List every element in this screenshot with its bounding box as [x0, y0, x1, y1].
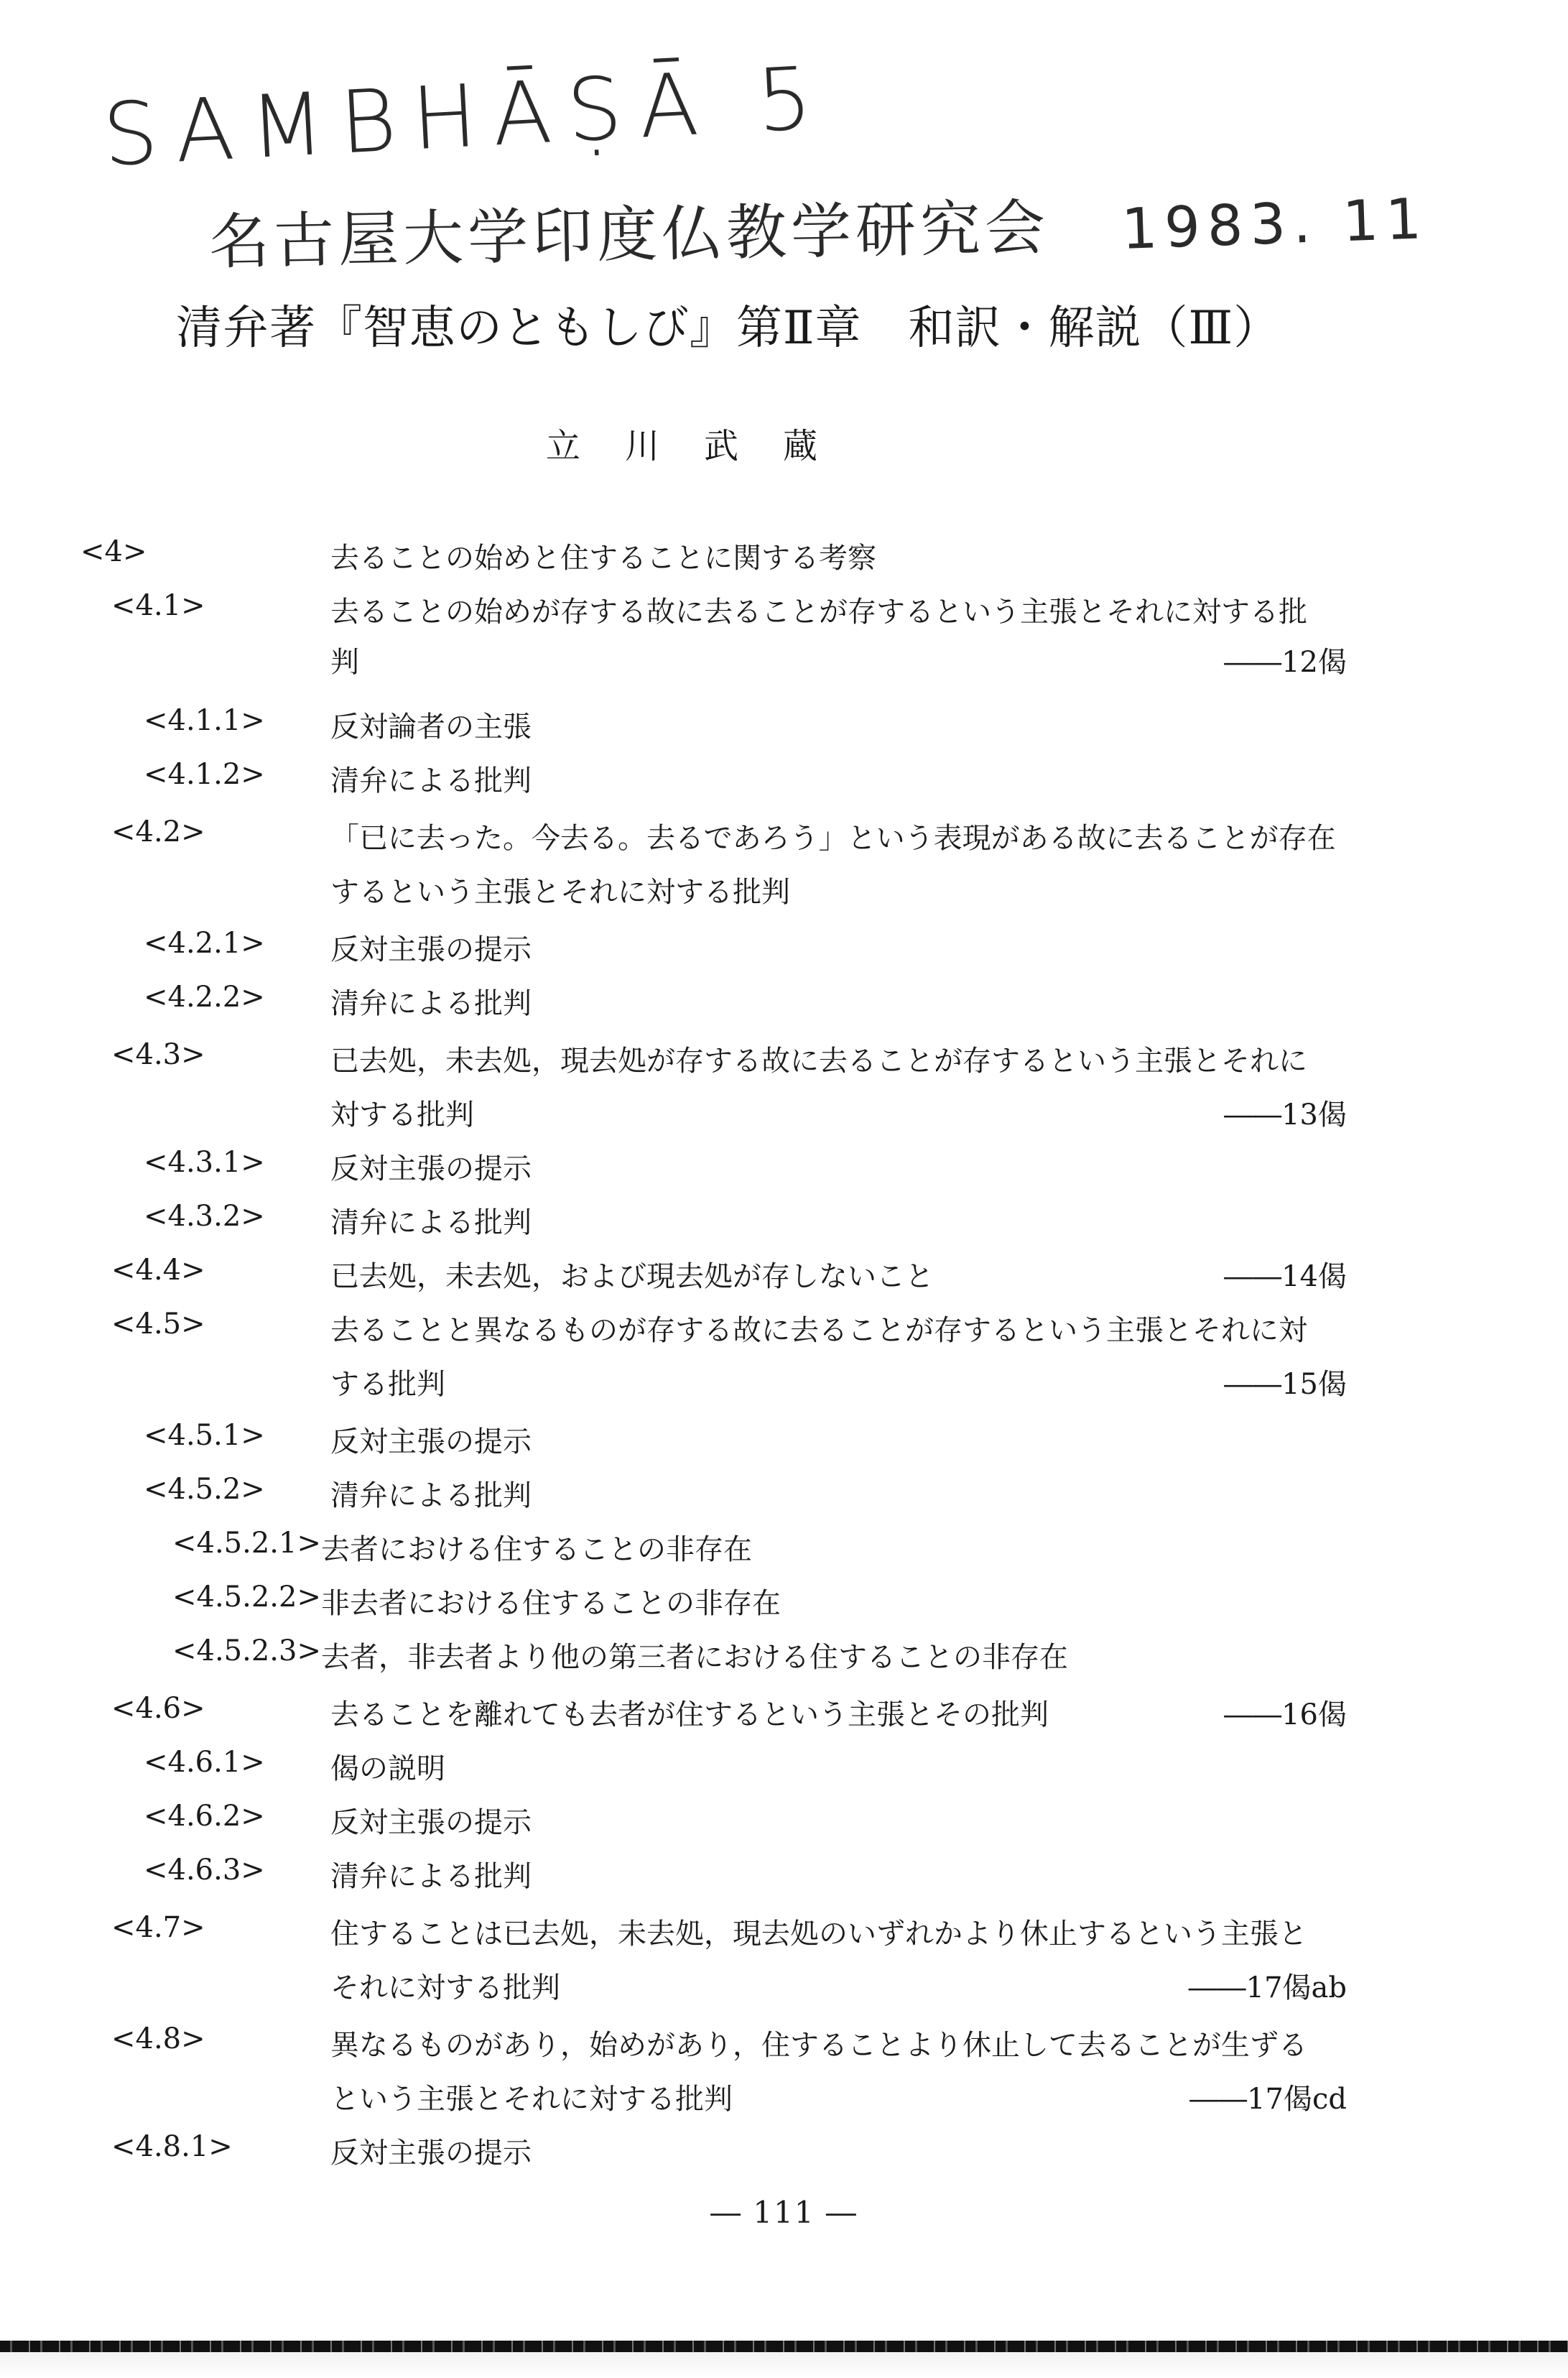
toc-section-title: 住することは已去処，未去処，現去処のいずれかより休止するという主張と [330, 1917, 1307, 1951]
toc-section-number: <4.5.2.3> [172, 1634, 321, 1667]
toc-section-title: 反対主張の提示 [330, 1425, 532, 1458]
toc-section-number: <4.1.2> [144, 758, 265, 791]
toc-section-title: 清弁による批判 [330, 987, 532, 1020]
handwritten-date: 1983. 11 [1121, 187, 1430, 262]
toc-section-title: 去者，非去者より他の第三者における住することの非存在 [321, 1641, 1068, 1674]
toc-section-number: <4.6.1> [144, 1746, 265, 1779]
toc-entry [0, 1692, 1568, 1735]
toc-section-title: 清弁による批判 [330, 1479, 532, 1512]
toc-entry [0, 758, 1568, 801]
toc-entry [0, 1581, 1568, 1624]
handwritten-society-name: 名古屋大学印度仏教学研究会 [208, 192, 1050, 277]
toc-entry [0, 1200, 1568, 1243]
toc-entry [0, 1527, 1568, 1570]
toc-entry [0, 981, 1568, 1024]
toc-section-number: <4.5.1> [144, 1419, 265, 1452]
toc-section-title: 去者における住することの非存在 [321, 1533, 752, 1566]
toc-entry [0, 1854, 1568, 1897]
toc-section-title: 反対主張の提示 [330, 933, 532, 966]
toc-section-number: <4.8> [111, 2022, 205, 2055]
toc-entry [0, 2130, 1568, 2173]
toc-entry [0, 815, 1568, 912]
toc-section-title: 反対論者の主張 [330, 711, 532, 744]
toc-section-title: 偈の説明 [330, 1752, 445, 1785]
toc-section-title-continued: するという主張とそれに対する批判 [330, 876, 790, 909]
toc-section-title: 清弁による批判 [330, 1206, 532, 1239]
toc-entry [0, 535, 1568, 578]
toc-section-number: <4.1.1> [144, 704, 265, 737]
toc-entry [0, 704, 1568, 747]
toc-section-title: 已去処，未去処，および現去処が存しないこと [330, 1260, 934, 1293]
toc-section-number: <4.3> [111, 1038, 205, 1071]
toc-section-number: <4.6> [111, 1692, 205, 1725]
toc-section-number: <4.2.1> [144, 927, 265, 960]
toc-entry [0, 589, 1568, 683]
toc-section-number: <4> [80, 535, 147, 568]
toc-section-number: <4.5> [111, 1308, 205, 1341]
article-title: 清弁著『智恵のともしび』第Ⅱ章 和訳・解説（Ⅲ） [176, 302, 1281, 355]
toc-section-title: 去ることと異なるものが存する故に去ることが存するという主張とそれに対 [330, 1314, 1307, 1347]
toc-section-title: 反対主張の提示 [330, 1152, 532, 1185]
toc-section-number: <4.5.2.1> [172, 1527, 321, 1560]
toc-section-number: <4.2.2> [144, 981, 265, 1014]
toc-verse-reference: ――13偈 [1224, 1098, 1347, 1132]
toc-section-number: <4.5.2.2> [172, 1581, 321, 1614]
toc-entry [0, 2022, 1568, 2119]
toc-section-title: 反対主張の提示 [330, 2137, 532, 2170]
toc-section-number: <4.8.1> [111, 2130, 233, 2163]
toc-section-title: 非去者における住することの非存在 [321, 1587, 781, 1620]
toc-section-title: 清弁による批判 [330, 1860, 532, 1893]
toc-verse-reference: ――15偈 [1224, 1368, 1347, 1401]
toc-section-number: <4.3.1> [144, 1146, 265, 1179]
toc-section-title: 清弁による批判 [330, 764, 532, 797]
toc-entry [0, 1473, 1568, 1516]
scan-edge-band [0, 2341, 1568, 2352]
toc-section-title-continued: 対する批判 [330, 1098, 474, 1132]
toc-section-title: 「已に去った。今去る。去るであろう」という表現がある故に去ることが存在 [330, 822, 1336, 855]
toc-entry [0, 1254, 1568, 1297]
toc-entry [0, 927, 1568, 970]
toc-section-title-continued: という主張とそれに対する批判 [330, 2083, 733, 2116]
toc-section-title-continued: 判 [330, 646, 359, 679]
toc-verse-reference: ――17偈cd [1189, 2083, 1347, 2116]
toc-section-title-continued: それに対する批判 [330, 1971, 560, 2004]
toc-entry [0, 1146, 1568, 1189]
toc-section-number: <4.1> [111, 589, 205, 622]
handwritten-journal-name: SAMBHĀṢĀ 5 [101, 48, 830, 186]
toc-entry [0, 1800, 1568, 1843]
toc-section-title: 異なるものがあり，始めがあり，住することより休止して去ることが生ずる [330, 2029, 1307, 2062]
toc-entry [0, 1911, 1568, 2008]
toc-section-number: <4.6.2> [144, 1800, 265, 1833]
toc-section-title: 反対主張の提示 [330, 1806, 532, 1839]
toc-entry [0, 1419, 1568, 1462]
toc-verse-reference: ――17偈ab [1188, 1971, 1347, 2004]
toc-section-number: <4.7> [111, 1911, 205, 1944]
toc-section-title: 去ることの始めと住することに関する考察 [330, 542, 876, 575]
toc-entry [0, 1634, 1568, 1678]
page-number: ― 111 ― [710, 2195, 858, 2230]
toc-section-title-continued: する批判 [330, 1368, 445, 1401]
toc-section-number: <4.6.3> [144, 1854, 265, 1887]
toc-entry [0, 1308, 1568, 1405]
toc-section-number: <4.4> [111, 1254, 205, 1287]
toc-verse-reference: ――14偈 [1224, 1260, 1347, 1293]
toc-verse-reference: ――16偈 [1224, 1698, 1347, 1731]
toc-section-title: 已去処，未去処，現去処が存する故に去ることが存するという主張とそれに [330, 1045, 1307, 1078]
toc-section-title: 去ることの始めが存する故に去ることが存するという主張とそれに対する批 [330, 596, 1307, 629]
toc-section-number: <4.2> [111, 815, 205, 848]
author-name: 立川武蔵 [546, 426, 863, 466]
scan-edge-shadow [0, 2352, 1568, 2378]
toc-entry [0, 1746, 1568, 1789]
toc-section-title: 去ることを離れても去者が住するという主張とその批判 [330, 1698, 1049, 1731]
toc-entry [0, 1038, 1568, 1135]
toc-verse-reference: ――12偈 [1224, 646, 1347, 679]
toc-section-number: <4.5.2> [144, 1473, 265, 1506]
toc-section-number: <4.3.2> [144, 1200, 265, 1233]
